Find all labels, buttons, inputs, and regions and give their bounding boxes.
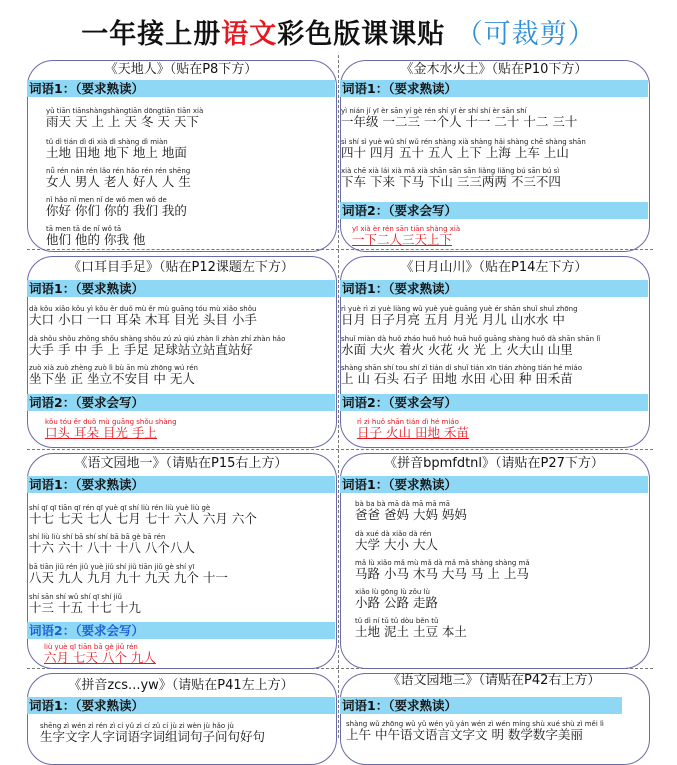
vocab-band-read: 词语1：（要求熟读） (340, 280, 648, 297)
cut-line-horizontal (27, 449, 653, 450)
word-row: dà kǒu xiǎo kǒu yì kǒu ěr duǒ mù ěr mù guāng tóu mù xiǎo shǒu 大口 小口 一口 耳朵 木耳 目光 头目 小手 (29, 305, 257, 327)
vocab-band-read: 词语1：（要求熟读） (340, 476, 648, 493)
vocab-band-write: 词语2：（要求会写） (340, 394, 648, 411)
vocab-band-read: 词语1：（要求熟读） (27, 280, 335, 297)
card-title: 《天地人》（贴在P8下方） (104, 62, 258, 77)
word-row: shí sān shí wǔ shí qī shí jiǔ 十三 十五 十七 十九 (29, 593, 141, 615)
word-row: nǐ hǎo nǐ men nǐ de wǒ men wǒ de 你好 你们 你的 我们 我的 (46, 196, 187, 218)
word-row: zuò xià zuò zhèng zuò lì bù ān mù zhōng wú rén 坐下坐 正 坐立不安目 中 无人 (29, 364, 198, 386)
word-row: mǎ lù xiǎo mǎ mù mǎ dà mǎ mǎ shàng shàng mǎ 马路 小马 木马 大马 马 上 上马 (355, 559, 530, 581)
word-row: xià chē xià lái xià mǎ xià shān sān sān liǎng liǎng bú sān bú sì 下车 下来 下马 下山 三三两两 不三不四 (341, 167, 561, 189)
vocab-band-read: 词语1：（要求熟读） (27, 476, 335, 493)
word-row: bā tiān jiǔ rén jiǔ yuè jiǔ shí jiǔ tiān jiǔ gè shí yī 八天 九人 九月 九十 九天 九个 十一 (29, 563, 228, 585)
write-row: kǒu tóu ěr duǒ mù guāng shǒu shàng 口头 耳朵 目光 手上 (45, 418, 177, 440)
word-row: tā men tā de nǐ wǒ tā 他们 他的 你我 他 (46, 225, 146, 247)
card-title: 《拼音zcs...yw》（请贴在P41左上方） (68, 678, 294, 693)
write-row: rì zi huǒ shān tián dì hé miáo 日子 火山 田地 禾苗 (357, 418, 469, 440)
card-title: 《语文园地三》（请贴在P42右上方） (387, 673, 601, 688)
vocab-band-read: 词语1：（要求熟读） (340, 697, 622, 714)
cut-line-vertical (338, 55, 339, 738)
word-row: shuǐ miàn dà huǒ zháo huǒ huǒ huā huǒ guāng shàng huǒ dà shān shān lǐ 水面 大火 着火 火花 火 光 上 火大山 山里 (341, 335, 601, 357)
word-row: shàng shān shí tou shí zǐ tián dì shuǐ tián xīn tián zhòng tián hé miáo 上 山 石头 石子 田地 水田 心田 种 田禾苗 (341, 364, 582, 386)
word-row: rì yuè rì zi yuè liàng wǔ yuè yuè guāng yuè ér shān shuǐ shuǐ zhōng 日月 日子月亮 五月 月光 月儿 山水水 中 (341, 305, 578, 327)
word-row: shí liù liù shí bā shí shí bā bā gè bā rén 十六 六十 八十 十八 八个八人 (29, 533, 195, 555)
title-part-b: 彩色版课课贴 (277, 19, 446, 50)
word-row: shí qī qī tiān qī rén qī yuè qī shí liù rén liù yuè liù gè 十七 七天 七人 七月 七十 六人 六月 六个 (29, 504, 257, 526)
word-row: dà xué dà xiǎo dà rén 大学 大小 大人 (355, 530, 438, 552)
card-title: 《金木水火土》（贴在P10下方） (400, 62, 588, 77)
card-title: 《拼音bpmfdtnl》（请贴在P27下方） (384, 456, 604, 471)
vocab-band-write: 词语2：（要求会写） (340, 202, 648, 219)
word-row: shēng zì wén zì rén zì cí yǔ zì cí zǔ cí jù zi wèn jù hǎo jù 生字文字人字词语字词组词句子问句好句 (40, 722, 266, 744)
word-row: dà shǒu shǒu zhǒng shǒu shàng shǒu zú zú qiú zhàn lì zhàn zhí zhàn hǎo 大手 手 中 手 上 手足 足球站立站直站好 (29, 335, 286, 357)
word-row: yì nián jí yī èr sān yí gè rén shí yī èr shí shí èr sān shí 一年级 一二三 一个人 十一 二十 十二 三十 (341, 107, 578, 129)
page-title (0, 18, 677, 52)
title-highlight: 语文 (221, 19, 278, 50)
word-row: shàng wǔ zhōng wǔ yǔ wén yǔ yán wén zì wén míng shù xué shù zì měi lì 上午 中午语文语言文字文 明 数学数字美丽 (346, 720, 604, 742)
word-row: sì shí sì yuè wǔ shí wǔ rén shàng xià shàng hǎi shàng chē shàng shān 四十 四月 五十 五人 上下 上海 上车 上山 (341, 138, 586, 160)
vocab-band-read: 词语1：（要求熟读） (27, 80, 335, 97)
card-title: 《语文园地一》（请贴在P15右上方） (74, 456, 288, 471)
vocab-band-write: 词语2：（要求会写） (27, 394, 335, 411)
card-title: 《口耳目手足》（贴在P12课题左下方） (68, 260, 294, 275)
word-row: xiǎo lù gōng lù zǒu lù 小路 公路 走路 (355, 588, 438, 610)
word-row: bà ba bà mā dà mā mā mā 爸爸 爸妈 大妈 妈妈 (355, 500, 467, 522)
word-row: nǚ rén nán rén lǎo rén hǎo rén rén shēng 女人 男人 老人 好人 人 生 (46, 167, 191, 189)
word-row: tǔ dì tián dì dì xià dì shàng dì miàn 土地 田地 地下 地上 地面 (46, 138, 187, 160)
write-row: liù yuè qī tiān bā gè jiǔ rén 六月 七天 八个 九人 (44, 643, 156, 665)
write-row: yī xià èr rén sān tiān shàng xià 一下二人三天上下 (352, 225, 461, 247)
card-title: 《日月山川》（贴在P14左下方） (400, 260, 588, 275)
title-note: （可裁剪） (455, 19, 596, 50)
word-row: yǔ tiān tiānshàngshàngtiān dōngtiān tiān xià 雨天 天 上 上 天 冬 天 天下 (46, 107, 204, 129)
vocab-band-write: 词语2：（要求会写） (27, 622, 335, 639)
vocab-band-read: 词语1：（要求熟读） (340, 80, 648, 97)
title-part-a: 一年接上册 (81, 19, 222, 50)
vocab-band-read: 词语1：（要求熟读） (27, 697, 335, 714)
word-row: tǔ dì ní tǔ tǔ dòu běn tǔ 土地 泥土 土豆 本土 (355, 617, 467, 639)
